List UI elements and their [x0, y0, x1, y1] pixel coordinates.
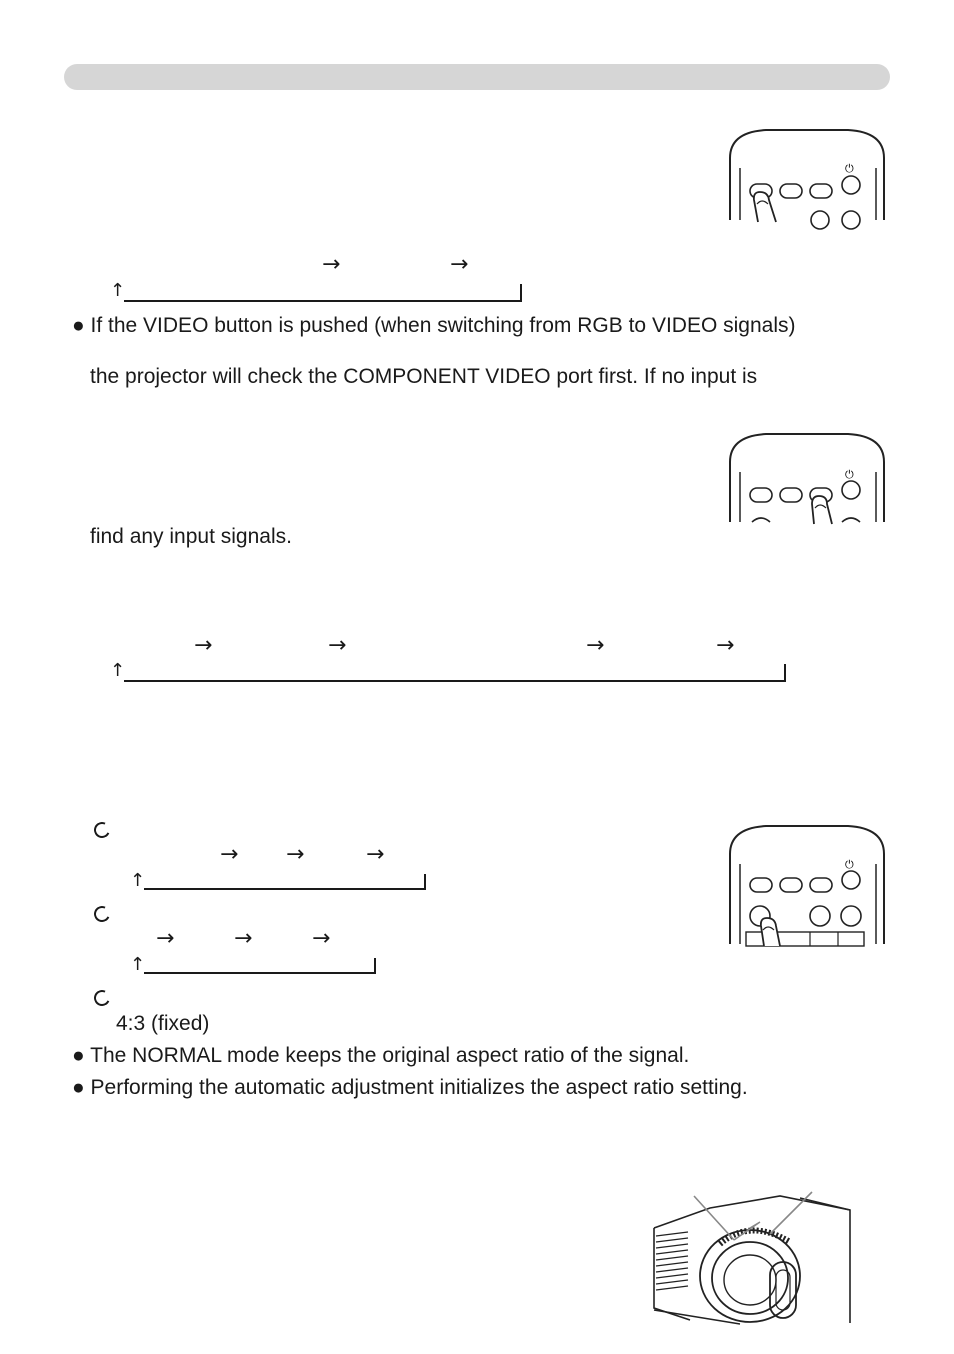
remote-control-illustration [726, 128, 890, 222]
cycle-arrow-icon: → [586, 633, 605, 658]
section-header-bar [64, 64, 890, 90]
video-note-line: the projector will check the COMPONENT VIDEO port first. If no input is [90, 365, 758, 388]
cycle-arrow-icon: → [366, 842, 385, 867]
cycle-arrow-icon: → [322, 252, 341, 277]
svg-text:⏻: ⏻ [845, 468, 854, 481]
cycle-arrow-icon: → [450, 252, 469, 277]
return-arrow-icon: ↑ [130, 954, 146, 975]
cycle-arrow-icon: → [312, 926, 331, 951]
cycle-arrow-icon: → [234, 926, 253, 951]
cycle-arrow-icon: → [286, 842, 305, 867]
cycle-arrow-icon: → [156, 926, 175, 951]
bullet-auto-adjust: ● Performing the automatic adjustment initializes the aspect ratio setting. [72, 1076, 748, 1099]
option-marker-icon [92, 820, 113, 841]
option-marker-icon [92, 988, 113, 1009]
svg-text:⏻: ⏻ [845, 162, 854, 175]
option-marker-icon [92, 904, 113, 925]
cycle-arrow-icon: → [716, 633, 735, 658]
aspect-fixed-label: 4:3 (fixed) [116, 1012, 210, 1035]
bullet-video-button: ● If the VIDEO button is pushed (when switching from RGB to VIDEO signals) [72, 314, 796, 337]
projector-lens-illustration [650, 1188, 854, 1326]
return-arrow-icon: ↑ [130, 870, 146, 891]
return-arrow-icon: ↑ [110, 660, 126, 681]
cycle-arrow-icon: → [220, 842, 239, 867]
svg-text:⏻: ⏻ [845, 858, 854, 871]
video-note-line: find any input signals. [90, 525, 292, 548]
cycle-arrow-icon: → [194, 633, 213, 658]
remote-control-illustration [726, 824, 890, 946]
cycle-arrow-icon: → [328, 633, 347, 658]
bullet-normal-mode: ● The NORMAL mode keeps the original aspect ratio of the signal. [72, 1044, 690, 1067]
return-arrow-icon: ↑ [110, 280, 126, 301]
remote-control-illustration [726, 432, 890, 524]
